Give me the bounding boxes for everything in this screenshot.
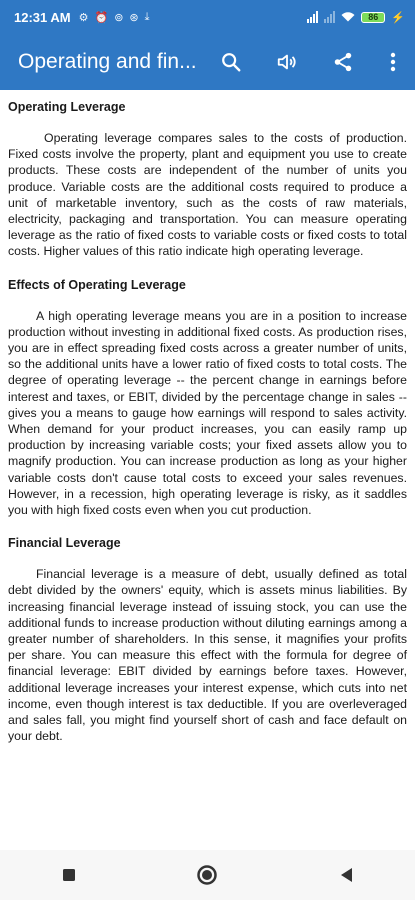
signal-icon — [307, 11, 318, 23]
charging-icon: ⚡ — [391, 11, 405, 24]
recents-button[interactable] — [39, 850, 99, 900]
wifi-icon — [341, 12, 355, 22]
notification-icons — [79, 11, 150, 24]
section-heading-financial-leverage: Financial Leverage — [8, 536, 121, 551]
section-heading-effects-of-operating-leverage: Effects of Operating Leverage — [8, 277, 186, 292]
share-icon — [332, 51, 354, 73]
search-button[interactable] — [203, 34, 259, 90]
search-icon — [220, 51, 242, 73]
more-options-button[interactable] — [371, 34, 415, 90]
page-title: Operating and fin... — [18, 50, 197, 73]
share-button[interactable] — [315, 34, 371, 90]
status-bar — [0, 0, 415, 34]
recents-icon — [62, 868, 76, 882]
app-bar — [0, 34, 415, 90]
system-navigation-bar — [0, 850, 415, 900]
section-body-financial-leverage: Financial leverage is a measure of debt, usually defined as total debt divided by the owners' equity, which is assets minus liabilities. By increasing financial leverage instead of issuing stock, you can use the additional funds to increase production without diluting earnings among a greater number of shareholders. In this sense, it magnifies your profits per share. You can measure this effect with the formula for degree of financial leverage: EBIT divided by earnings before taxes. However, additional leverage increases your interest expense, which cuts into net income, even though interest is tax deductible. If you are overleveraged and sales fall, you might find yourself short of cash and face default on your debt. — [8, 567, 407, 744]
home-icon — [196, 864, 218, 886]
volume-icon — [275, 51, 299, 73]
sync-icon: ⊚ — [114, 11, 124, 24]
battery-level: 86 — [368, 12, 379, 22]
article-content — [0, 90, 415, 850]
section-body-effects-of-operating-leverage: A high operating leverage means you are in a position to increase production without investing in additional fixed costs. As production rises, you are in effect spreading fixed costs across a greater number of units, so the additional units have a lower ratio of fixed costs to total costs. The degree of operating leverage -- the percent change in earnings before interest and taxes, or EBIT, divided by the percentage change in sales -- gives you a means to gauge how earnings will respond to sales activity. When demand for your product increases, you can easily ramp up production by increasing variable costs; your fixed assets allow you to magnify production. You can increase production as long as your higher variable costs don't cause total costs to exceed your sales revenues. However, in a recession, high operating leverage is risky, as it saddles you with high fixed costs even when you cut production. — [8, 308, 407, 518]
section-heading-operating-leverage: Operating Leverage — [8, 100, 126, 114]
back-button[interactable] — [316, 850, 376, 900]
alarm-icon: ⏰ — [94, 11, 109, 24]
vpn-icon: ⚙ — [78, 11, 89, 24]
home-button[interactable] — [177, 850, 237, 900]
app-notification-icon: ⊛ — [129, 11, 139, 24]
signal-secondary-icon — [324, 11, 335, 23]
status-time: 12:31 AM — [14, 9, 71, 25]
battery-icon — [361, 12, 385, 23]
download-icon: ⤓ — [144, 10, 150, 23]
more-vert-icon — [390, 52, 396, 72]
section-body-operating-leverage: Operating leverage compares sales to the costs of production. Fixed costs involve the property, plant and equipment you use to create products. These costs are independent of the number of units you produce. Variable costs are the additional costs required to produce a unit of marketable inventory, such as the costs of raw materials, electricity, packaging and transportation. You can measure operating leverage as the ratio of fixed costs to variable costs or fixed costs to total costs. Higher values of this ratio indicate high operating leverage. — [8, 131, 407, 259]
speak-button[interactable] — [259, 34, 315, 90]
back-icon — [339, 867, 353, 883]
